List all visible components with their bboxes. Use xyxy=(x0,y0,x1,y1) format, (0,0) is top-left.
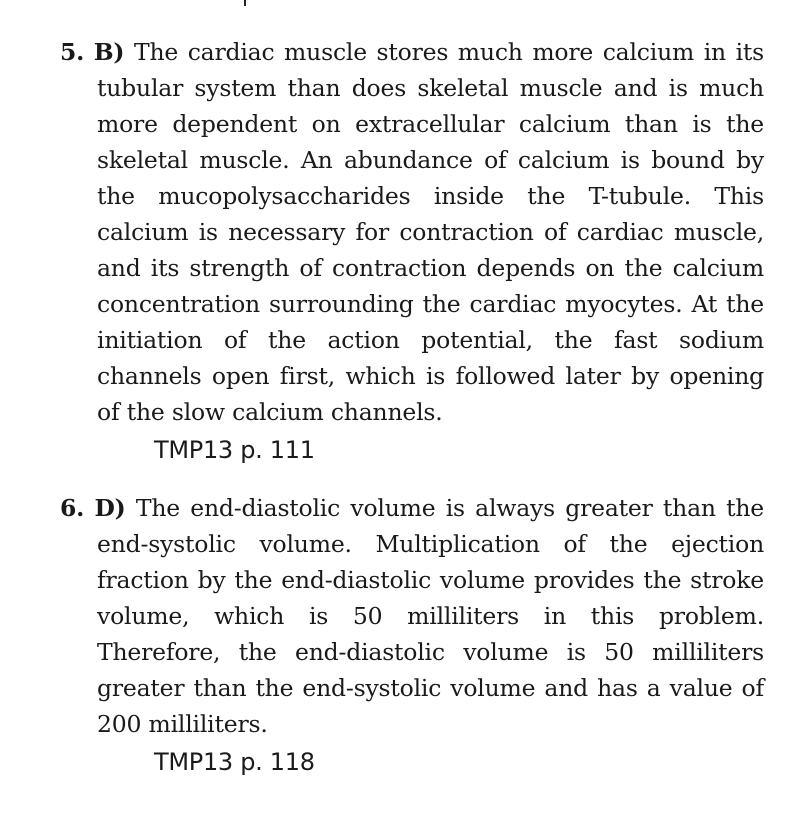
answer-explanation: The cardiac muscle stores much more calcium in its tubular system than does skeletal muscle and is much more dependent on extracellular calcium than is the skeletal muscle. An abundance of calcium is bound by the mucopolysaccharides inside the T-tubule. This calcium is necessary for contraction of cardiac muscle, and its strength of contraction depends on the calcium concentration surrounding the cardiac myocytes. At the initiation of the action potential, the fast sodium channels open first, which is followed later by opening of the slow calcium channels. xyxy=(97,38,764,426)
answer-item-6 xyxy=(60,490,764,780)
answer-item-5 xyxy=(60,34,764,468)
answer-letter: B) xyxy=(93,38,125,66)
answer-paragraph xyxy=(60,490,764,742)
answer-paragraph xyxy=(60,34,764,430)
answer-letter: D) xyxy=(94,494,126,522)
answer-reference: TMP13 p. 111 xyxy=(154,436,315,464)
page-top-mark xyxy=(244,0,246,6)
answer-explanation: The end-diastolic volume is always greater than the end-systolic volume. Multiplication of the ejection fraction by the end-diastolic volume provides the stroke volume, which is 50 milliliters in this problem. Therefore, the end-diastolic volume is 50 milliliters greater than the end-systolic volume and has a value of 200 milliliters. xyxy=(97,494,764,738)
answer-number: 6. xyxy=(60,494,85,522)
answer-reference: TMP13 p. 118 xyxy=(154,748,315,776)
answer-number: 5. xyxy=(60,38,85,66)
